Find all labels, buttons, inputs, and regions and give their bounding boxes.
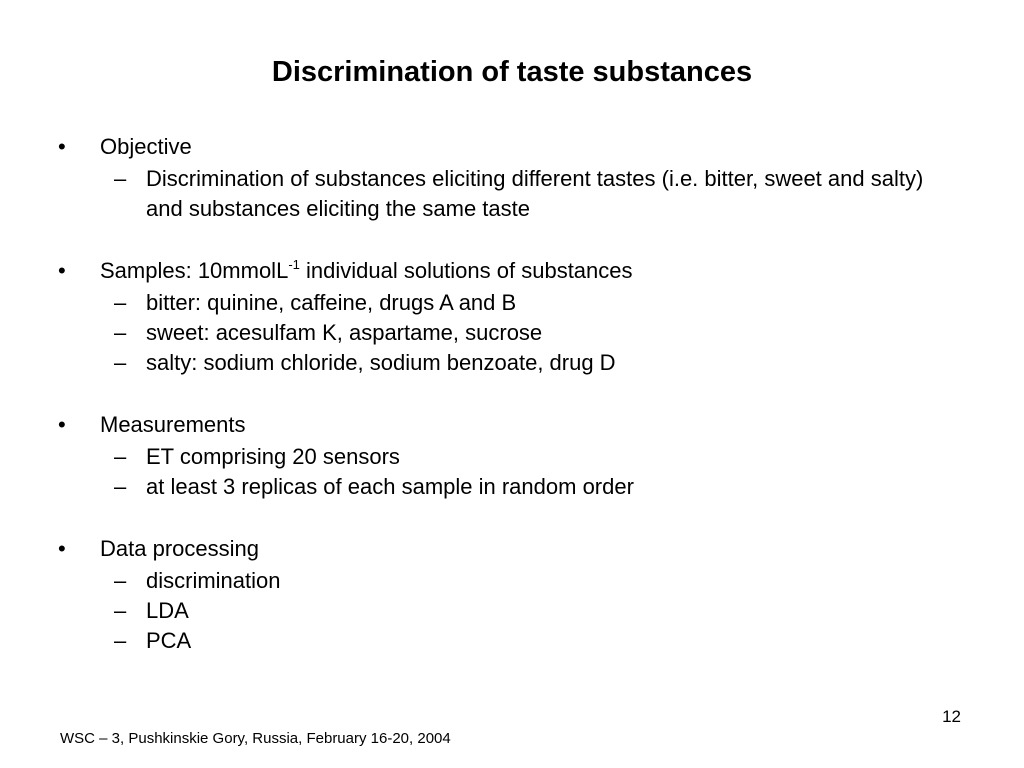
sub-item-text: sweet: acesulfam K, aspartame, sucrose: [146, 320, 543, 345]
sub-item: [58, 348, 958, 378]
bullet-icon: •: [58, 134, 66, 159]
sub-item: [58, 566, 958, 596]
spacer: [58, 224, 958, 254]
sub-item: [58, 164, 958, 224]
sub-item: [58, 288, 958, 318]
dash-icon: –: [114, 290, 127, 315]
bullet-icon: •: [58, 258, 66, 283]
dash-icon: –: [114, 444, 127, 469]
dash-icon: –: [114, 320, 127, 345]
page-number: 12: [942, 707, 961, 726]
dash-icon: –: [114, 166, 127, 191]
dash-icon: –: [114, 350, 127, 375]
sub-item: [58, 472, 958, 502]
sub-item: [58, 442, 958, 472]
dash-icon: –: [114, 568, 127, 593]
bullet-heading: Objective: [100, 134, 192, 159]
bullet-objective: [58, 130, 958, 164]
sub-item-text: PCA: [146, 628, 192, 653]
bullet-heading-prefix: Samples: 10mmolL: [100, 258, 289, 283]
sub-item-text: salty: sodium chloride, sodium benzoate, drug D: [146, 350, 616, 375]
sub-item-text: LDA: [146, 598, 189, 623]
bullet-measurements: [58, 408, 958, 442]
bullet-heading-suffix: individual solutions of substances: [299, 258, 633, 283]
sub-item: [58, 626, 958, 656]
sub-item: [58, 596, 958, 626]
sub-item-text: bitter: quinine, caffeine, drugs A and B: [146, 290, 517, 315]
bullet-heading: Measurements: [100, 412, 246, 437]
sub-item-text: ET comprising 20 sensors: [146, 444, 400, 469]
sub-item-text: Discrimination of substances eliciting different tastes (i.e. bitter, sweet and salty) and substances eliciting the same taste: [146, 166, 924, 221]
bullet-heading: Data processing: [100, 536, 259, 561]
bullet-heading-superscript: -1: [288, 257, 300, 272]
slide-title: Discrimination of taste substances: [271, 56, 753, 88]
bullet-icon: •: [58, 412, 66, 437]
spacer: [58, 502, 958, 532]
footer-text: WSC – 3, Pushkinskie Gory, Russia, February 16-20, 2004: [60, 730, 451, 747]
dash-icon: –: [114, 474, 127, 499]
bullet-samples: [58, 254, 958, 288]
sub-item-text: at least 3 replicas of each sample in random order: [146, 474, 634, 499]
bullet-list: [58, 130, 958, 656]
dash-icon: –: [114, 598, 127, 623]
sub-item-text: discrimination: [146, 568, 281, 593]
sub-item: [58, 318, 958, 348]
dash-icon: –: [114, 628, 127, 653]
bullet-icon: •: [58, 536, 66, 561]
spacer: [58, 378, 958, 408]
bullet-data-processing: [58, 532, 958, 566]
